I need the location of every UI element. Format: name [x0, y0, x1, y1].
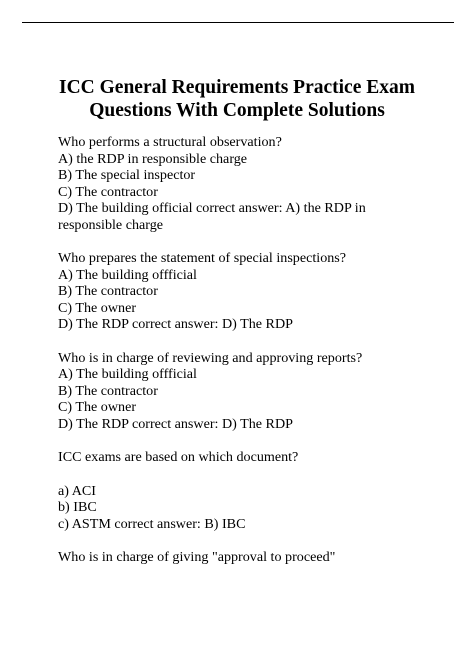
answer-option: B) The contractor	[58, 382, 158, 399]
header-rule	[22, 22, 454, 23]
answer-option: C) The owner	[58, 299, 137, 316]
document-title	[0, 76, 474, 122]
answer-option: a) ACI	[58, 482, 96, 499]
answer-option: A) The building offficial	[58, 366, 197, 382]
question-block-4	[58, 449, 418, 532]
answer-option: A) the RDP in responsible charge	[58, 150, 248, 167]
answer-option-continuation: responsible charge	[58, 216, 164, 233]
question-block-5	[58, 549, 418, 566]
question-list	[58, 134, 418, 566]
question-text: Who prepares the statement of special inspections?	[58, 250, 347, 266]
question-text: Who performs a structural observation?	[58, 134, 282, 150]
answer-option: A) The building offficial	[58, 266, 197, 283]
answer-option: D) The building official correct answer: A) the RDP in	[58, 200, 366, 216]
answer-option: D) The RDP correct answer: D) The RDP	[58, 415, 293, 432]
answer-option: B) The special inspector	[58, 167, 196, 183]
question-block-2	[58, 250, 418, 333]
answer-option: C) The owner	[58, 399, 137, 415]
answer-option: B) The contractor	[58, 283, 158, 299]
answer-option: C) The contractor	[58, 183, 158, 200]
question-block-1	[58, 134, 418, 233]
answer-option: b) IBC	[58, 499, 97, 515]
question-text: ICC exams are based on which document?	[58, 449, 299, 465]
question-text: Who is in charge of reviewing and approving reports?	[58, 349, 363, 366]
answer-option: c) ASTM correct answer: B) IBC	[58, 515, 246, 532]
question-block-3	[58, 350, 418, 433]
title-line-2: Questions With Complete Solutions	[89, 100, 385, 121]
title-line-1: ICC General Requirements Practice Exam	[59, 77, 415, 98]
question-text: Who is in charge of giving "approval to proceed"	[58, 549, 336, 565]
answer-option: D) The RDP correct answer: D) The RDP	[58, 316, 293, 332]
